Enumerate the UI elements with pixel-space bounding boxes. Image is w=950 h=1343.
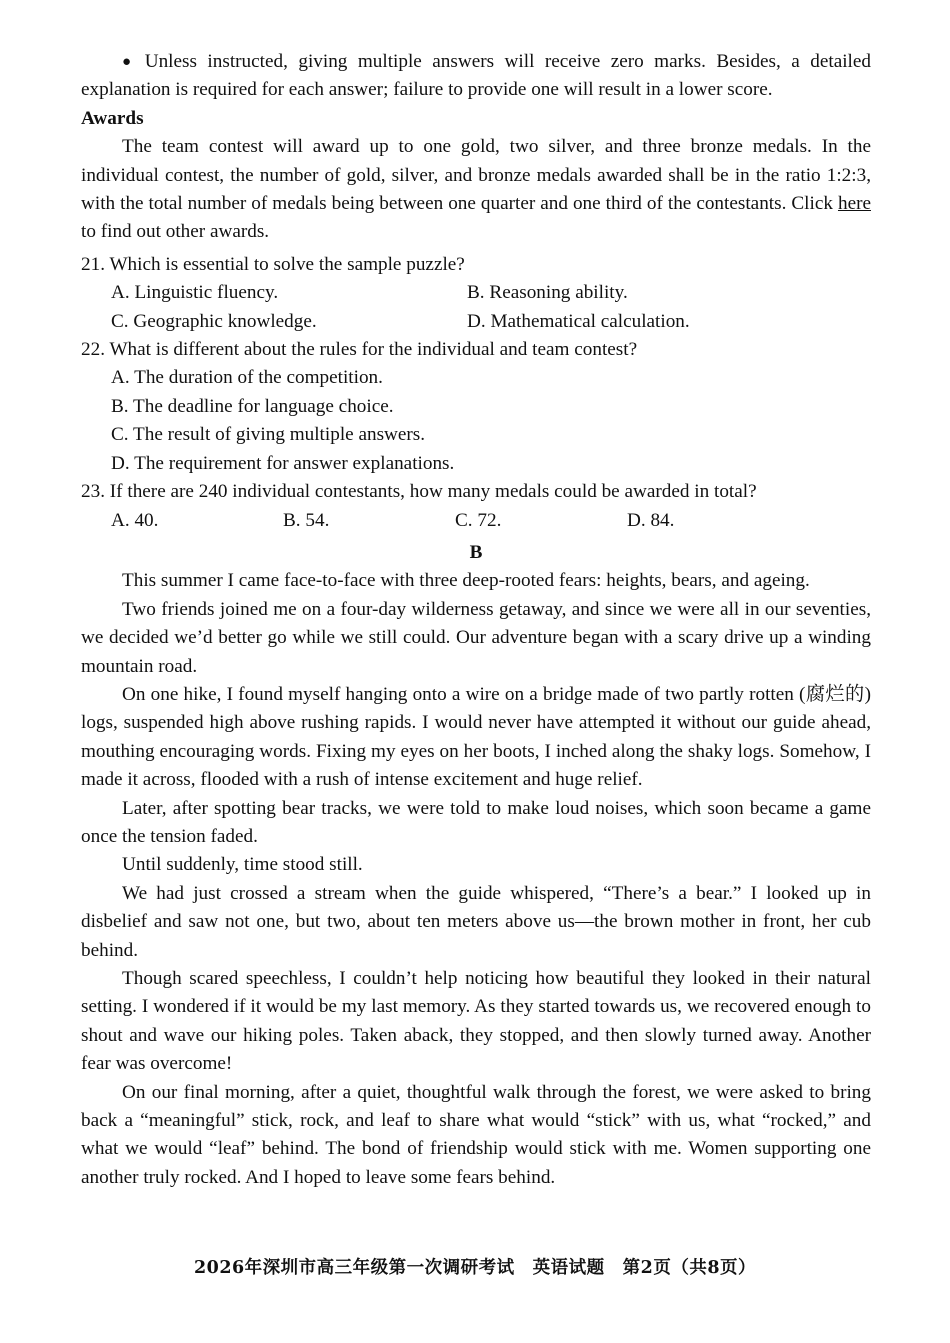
question-number: 23. [81, 481, 105, 503]
question-stem [81, 478, 871, 506]
passage-paragraph: Two friends joined me on a four-day wilderness getaway, and since we were all in our seventies, we decided we’d better go while we still could. Our adventure began with a scary drive up a winding mountain road. [81, 598, 871, 677]
passage-paragraph: This summer I came face-to-face with three deep-rooted fears: heights, bears, and ageing. [122, 570, 810, 592]
awards-heading: Awards [81, 107, 144, 129]
question-text: What is different about the rules for the individual and team contest? [109, 339, 638, 361]
passage-paragraph: On one hike, I found myself hanging onto a wire on a bridge made of two partly rotten (腐烂的) logs, suspended high above rushing rapids. I would never have attempted it without our guide ahead, mouthing encouraging words. Fixing my eyes on her boots, I inched along the shaky logs. Somehow, I made it across, flooded with a rush of intense excitement and huge relief. [81, 683, 871, 791]
awards-paragraph [81, 133, 871, 247]
question-number: 21. [81, 253, 105, 275]
passage-paragraph: Later, after spotting bear tracks, we were told to make loud noises, which soon became a game once the tension faded. [81, 797, 871, 847]
passage-b [81, 567, 871, 1192]
here-link[interactable]: here [837, 193, 871, 215]
option-d: D. Mathematical calculation. [467, 310, 690, 332]
question-stem [81, 336, 871, 364]
option-c: C. The result of giving multiple answers. [111, 424, 426, 446]
option-a: A. The duration of the competition. [111, 367, 383, 389]
awards-text: The team contest will award up to one gold, two silver, and three bronze medals. In the individual contest, the number of gold, silver, and bronze medals awarded shall be in the ratio 1:2:3, with the total number of medals being between one quarter and one third of the contestants. Click [81, 136, 871, 215]
option-d: D. The requirement for answer explanations. [111, 452, 455, 474]
awards-text-tail: to find out other awards. [81, 221, 270, 243]
option-c: C. Geographic knowledge. [111, 310, 317, 332]
page-footer: 2026年深圳市高三年级第一次调研考试 英语试题 第2页（共8页） [193, 1258, 757, 1278]
question-22 [81, 336, 871, 478]
passage-paragraph: On our final morning, after a quiet, thoughtful walk through the forest, we were asked to bring back a “meaningful” stick, rock, and leaf to share what would “stick” with us, what “rocked,” and what we would “leaf” behind. The bond of friendship would stick with me. Women supporting one another truly rocked. And I hoped to leave some fears behind. [81, 1081, 871, 1188]
question-text: If there are 240 individual contestants, how many medals could be awarded in total? [109, 481, 757, 503]
options-row [81, 308, 871, 336]
option-a: A. 40. [111, 509, 159, 531]
options-row [81, 279, 871, 307]
option-a: A. Linguistic fluency. [111, 282, 279, 304]
passage-paragraph: Though scared speechless, I couldn’t help noticing how beautiful they looked in their natural setting. I wondered if it would be my last memory. As they started towards us, we recovered enough to shout and wave our hiking poles. Taken aback, they stopped, and then slowly turned away. Another fear was overcome! [81, 968, 871, 1075]
exam-page [81, 48, 871, 1192]
question-text: Which is essential to solve the sample puzzle? [109, 253, 465, 275]
option-b: B. Reasoning ability. [467, 282, 628, 304]
passage-paragraph: Until suddenly, time stood still. [122, 854, 363, 876]
question-23 [81, 478, 871, 535]
rule-bullet [81, 48, 871, 105]
bullet-icon: ● [122, 54, 137, 70]
option-d: D. 84. [627, 509, 675, 531]
question-21 [81, 251, 871, 336]
section-b-label: B [469, 541, 483, 563]
option-c: C. 72. [455, 509, 502, 531]
passage-paragraph: We had just crossed a stream when the guide whispered, “There’s a bear.” I looked up in disbelief and saw not one, but two, about ten meters above us—the brown mother in front, her cub behind. [81, 882, 871, 961]
options-row [81, 507, 871, 535]
option-b: B. The deadline for language choice. [111, 395, 394, 417]
rule-text: Unless instructed, giving multiple answers will receive zero marks. Besides, a detailed explanation is required for each answer; failure to provide one will result in a lower score. [81, 51, 871, 101]
option-b: B. 54. [283, 509, 330, 531]
question-stem [81, 251, 871, 279]
question-number: 22. [81, 339, 105, 361]
